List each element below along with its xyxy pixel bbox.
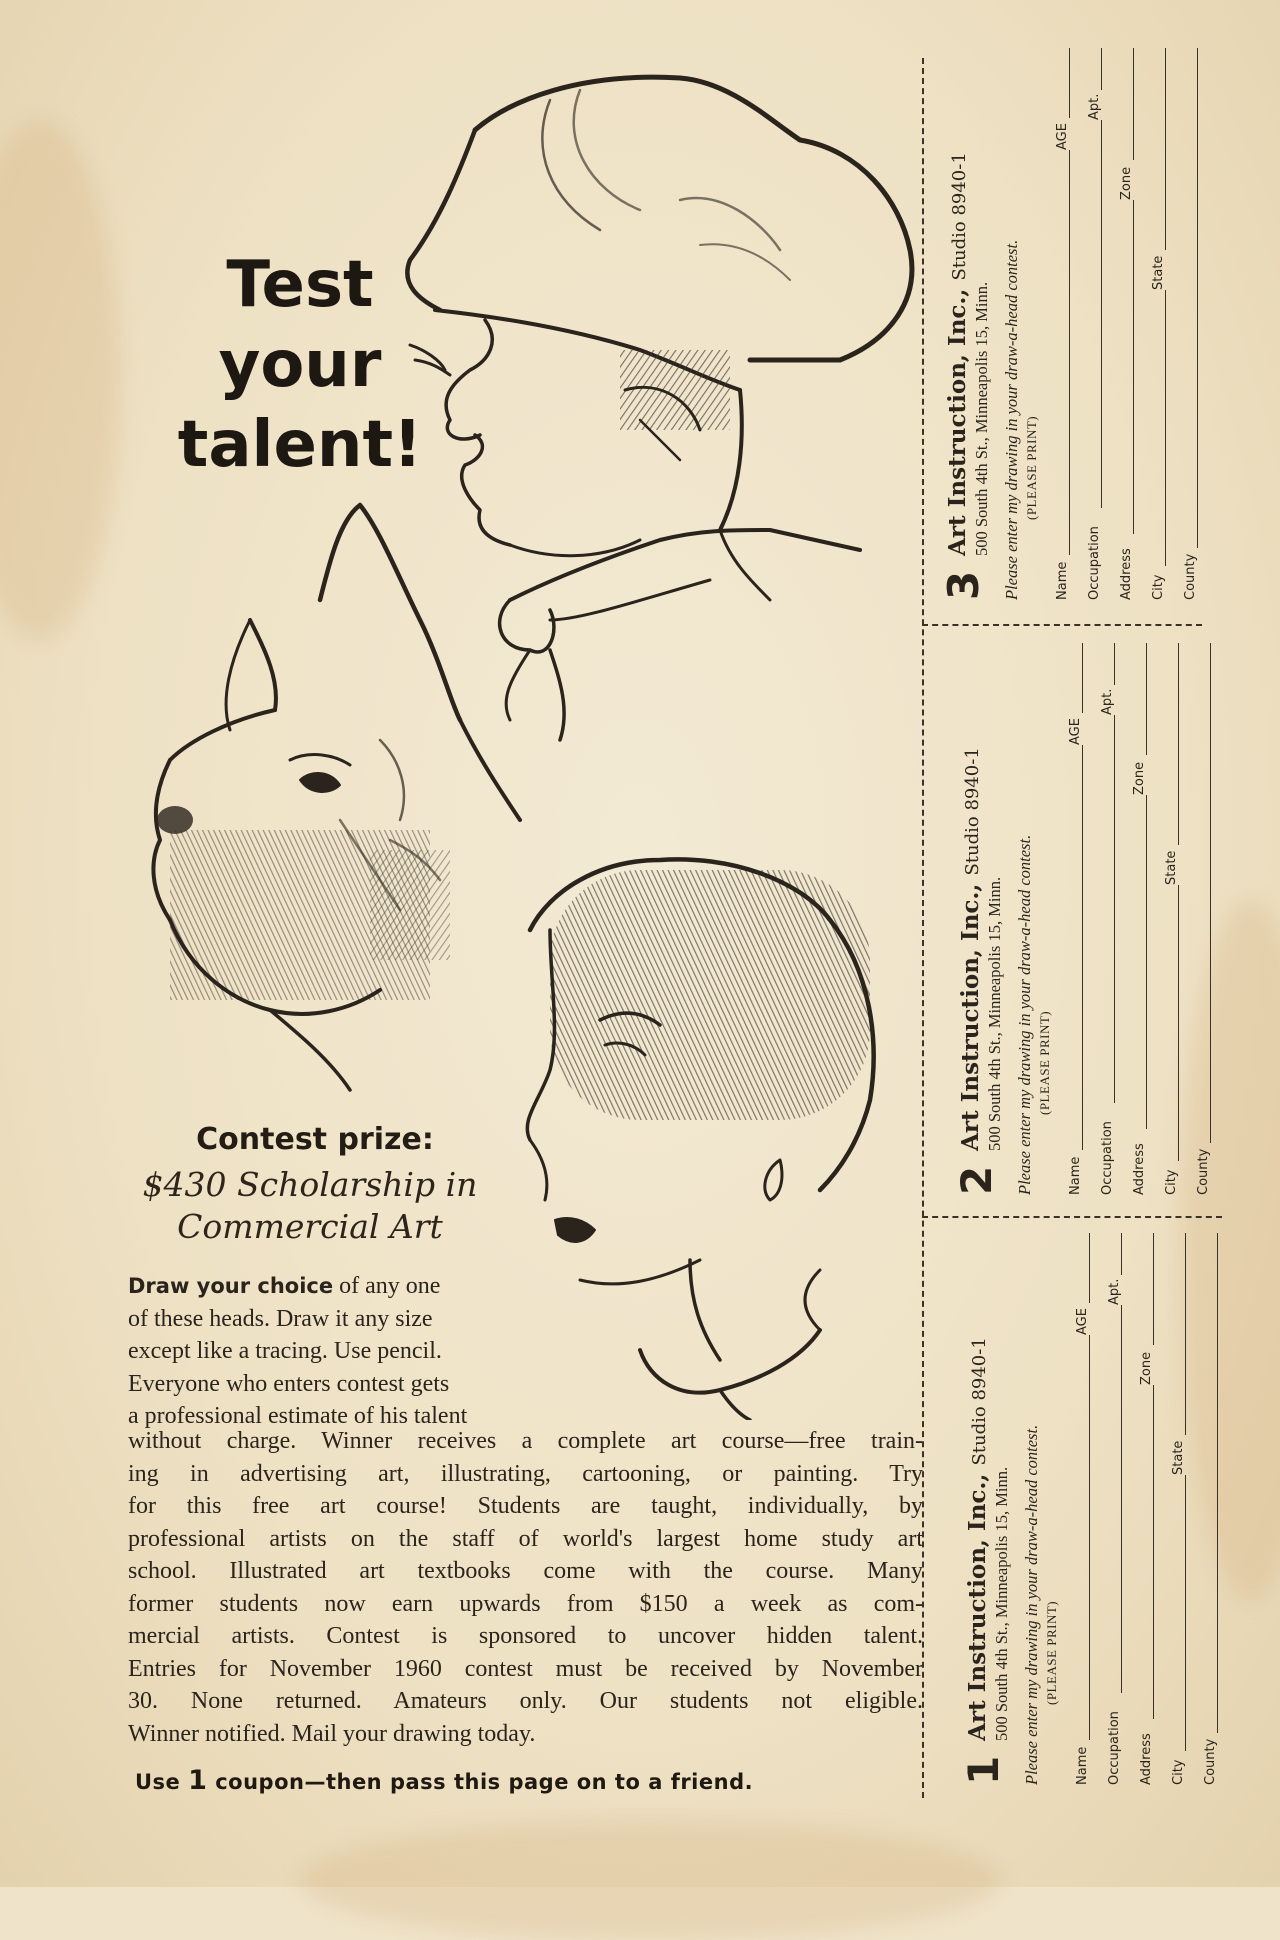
field-label-city: City [1164,1169,1179,1195]
coupon-1 [959,1225,1272,1785]
field-label-age: AGE [1055,123,1070,150]
cut-line-vertical [922,58,924,1798]
coupon-address: 500 South 4th St., Minneapolis 15, Minn. [985,876,1004,1151]
coupon-2 [952,635,1265,1195]
company-name: Art Instruction, Inc., [957,883,984,1151]
coupon-company [964,1337,991,1741]
field-line[interactable] [1089,1233,1090,1303]
coupon-address: 500 South 4th St., Minneapolis 15, Minn. [992,1466,1011,1741]
company-name: Art Instruction, Inc., [944,288,971,556]
field-label-apt: Apt. [1087,93,1102,120]
footer-instruction [135,1765,855,1796]
body-main [128,1425,923,1750]
field-line[interactable] [1114,643,1115,685]
please-print: (PLEASE PRINT) [1024,415,1039,520]
field-line[interactable] [1153,1233,1154,1345]
field-line[interactable] [1178,885,1179,1161]
woman-head-sketch [527,859,873,1420]
headline [150,245,450,485]
field-line[interactable] [1089,1335,1090,1740]
body-line: school. Illustrated art textbooks come with the course. Many [128,1558,923,1584]
body-line: of these heads. Draw it any size [128,1305,433,1332]
dog-head-sketch [153,505,520,1090]
field-label-name: Name [1068,1156,1083,1195]
field-line[interactable] [1121,1305,1122,1693]
coupon-company [944,152,971,556]
field-label-zone: Zone [1139,1351,1154,1385]
field-line[interactable] [1178,643,1179,845]
field-line[interactable] [1069,48,1070,118]
field-label-address: Address [1119,548,1134,600]
field-label-apt: Apt. [1100,688,1115,715]
body-line: ing in advertising art, illustrating, cartooning, or painting. Try [128,1460,923,1487]
body-intro [128,1270,548,1433]
field-label-county: County [1203,1738,1218,1785]
headline-line: your [218,328,382,402]
cut-line-horizontal [922,1216,1222,1218]
body-line: 30. None returned. Amateurs only. Our students not eligible. [128,1688,923,1714]
field-line[interactable] [1146,643,1147,755]
field-label-age: AGE [1068,718,1083,745]
field-line[interactable] [1217,1233,1218,1733]
field-line[interactable] [1082,745,1083,1150]
field-label-name: Name [1055,561,1070,600]
field-label-zone: Zone [1119,166,1134,200]
field-line[interactable] [1185,1233,1186,1435]
chef-head-sketch [407,77,912,740]
field-line[interactable] [1101,120,1102,508]
field-line[interactable] [1197,48,1198,548]
coupon-company [957,747,984,1151]
prize-title: Contest prize: [196,1122,434,1157]
field-label-occupation: Occupation [1100,1121,1115,1195]
field-label-county: County [1196,1148,1211,1195]
field-label-name: Name [1075,1746,1090,1785]
prize-line-1: $430 Scholarship in [142,1165,478,1204]
field-label-occupation: Occupation [1087,526,1102,600]
body-line: Entries for November 1960 contest must be received by November [128,1655,923,1682]
footer-number: 1 [188,1765,208,1796]
please-print: (PLEASE PRINT) [1037,1010,1052,1115]
field-label-state: State [1151,255,1166,290]
footer-post: coupon—then pass this page on to a friend. [207,1770,754,1794]
body-line: except like a tracing. Use pencil. [128,1338,442,1364]
body-lead: Draw your choice [128,1274,334,1298]
body-line: a professional estimate of his talent [128,1403,468,1429]
company-name: Art Instruction, Inc., [964,1473,991,1741]
body-line: Everyone who enters contest gets [128,1370,450,1397]
body-line: professional artists on the staff of world's largest home study art [128,1525,923,1552]
coupon-note: Please enter my drawing in your draw-a-head contest. [1022,1424,1041,1785]
field-line[interactable] [1069,150,1070,555]
field-label-apt: Apt. [1107,1278,1122,1305]
headline-line: talent! [177,408,423,482]
field-label-address: Address [1132,1143,1147,1195]
coupon-number: 3 [939,570,988,600]
field-line[interactable] [1185,1475,1186,1751]
field-label-age: AGE [1075,1308,1090,1335]
body-line: Winner notified. Mail your drawing today. [128,1720,536,1747]
field-line[interactable] [1101,48,1102,90]
body-line: for this free art course! Students are taught, individually, by [128,1493,923,1519]
field-label-county: County [1183,553,1198,600]
studio-number: Studio 8940-1 [962,747,983,876]
field-line[interactable] [1133,48,1134,160]
field-label-city: City [1171,1759,1186,1785]
field-line[interactable] [1146,795,1147,1129]
footer-pre: Use [135,1770,189,1794]
field-line[interactable] [1114,715,1115,1103]
paper-stain [300,1820,1000,1940]
studio-number: Studio 8940-1 [969,1337,990,1466]
field-line[interactable] [1082,643,1083,713]
field-line[interactable] [1165,290,1166,566]
coupon-number: 1 [959,1755,1008,1785]
coupon-3 [939,40,1252,600]
studio-number: Studio 8940-1 [949,152,970,281]
field-label-address: Address [1139,1733,1154,1785]
field-label-zone: Zone [1132,761,1147,795]
please-print: (PLEASE PRINT) [1044,1600,1059,1705]
headline-line: Test [226,248,374,322]
body-line: of any one [333,1273,441,1299]
field-line[interactable] [1210,643,1211,1143]
field-label-occupation: Occupation [1107,1711,1122,1785]
field-line[interactable] [1133,200,1134,534]
field-label-state: State [1164,850,1179,885]
cut-line-horizontal [922,624,1202,626]
field-label-city: City [1151,574,1166,600]
field-label-state: State [1171,1440,1186,1475]
coupon-number: 2 [952,1165,1001,1195]
body-line: former students now earn upwards from $150 a week as com- [128,1590,923,1617]
coupon-address: 500 South 4th St., Minneapolis 15, Minn. [972,281,991,556]
coupon-note: Please enter my drawing in your draw-a-head contest. [1015,834,1034,1195]
body-line: mercial artists. Contest is sponsored to uncover hidden talent. [128,1623,923,1649]
field-line[interactable] [1165,48,1166,250]
field-line[interactable] [1121,1233,1122,1275]
body-line: without charge. Winner receives a complete art course—free train- [128,1428,923,1454]
prize-line-2: Commercial Art [177,1207,443,1246]
field-line[interactable] [1153,1385,1154,1719]
coupon-note: Please enter my drawing in your draw-a-head contest. [1002,239,1021,600]
